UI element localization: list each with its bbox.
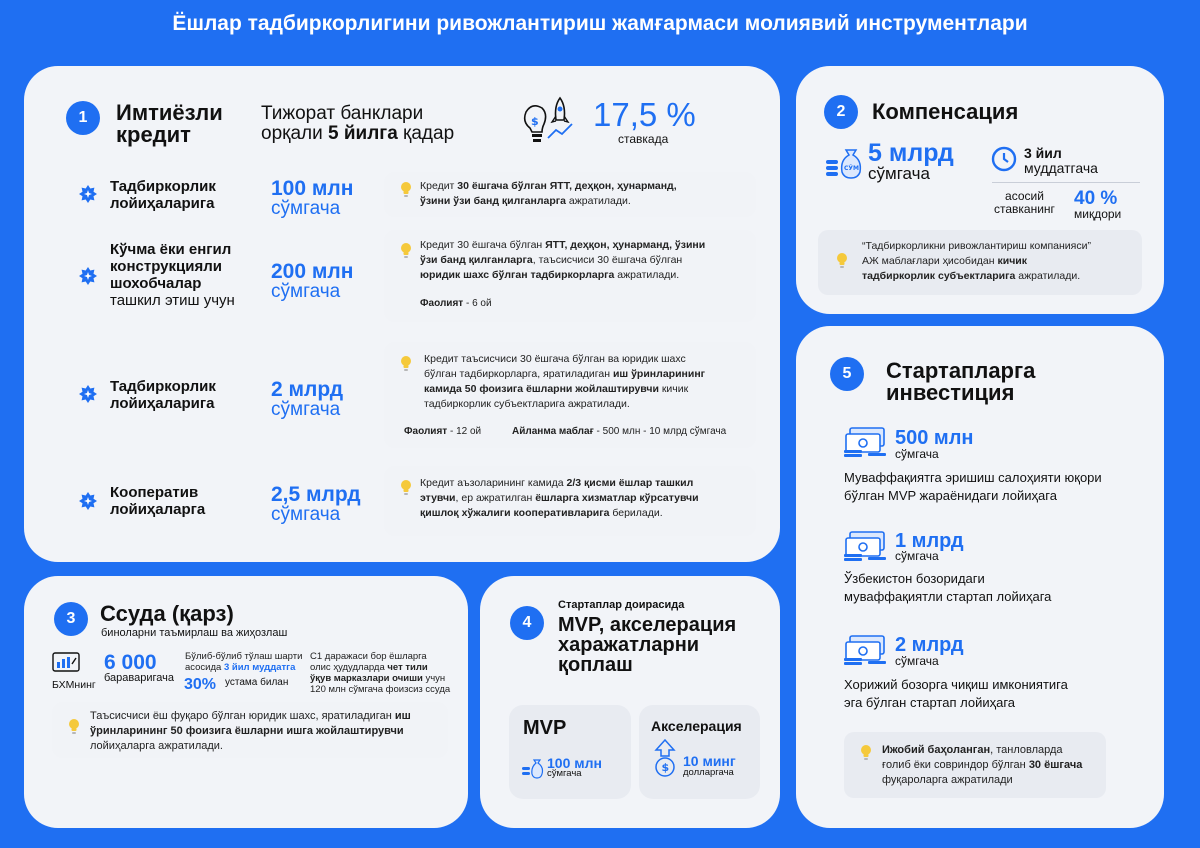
- badge-icon: [78, 384, 98, 404]
- svg-text:$: $: [661, 761, 670, 774]
- dollar-arrow-icon: [653, 738, 677, 778]
- investment-3-unit: сўмгача: [895, 654, 939, 668]
- markup-pct: 30%: [184, 676, 217, 693]
- badge-icon: [78, 491, 98, 511]
- row-2-label: Кўчма ёки енгил конструкцияли шохобчалар ташкил этиш учун: [110, 241, 235, 309]
- cash-stack-icon: [842, 530, 888, 564]
- acceleration-unit: долларгача: [683, 767, 734, 778]
- row-1-note: Кредит 30 ёшгача бўлган ЯТТ, деҳқон, ҳунарманд, ўзини ўзи банд қилганларга ажратилади.: [384, 172, 756, 217]
- section-number: 1: [66, 101, 100, 135]
- row-3-amount: 2 млрд: [271, 378, 344, 401]
- row-3-label: Тадбиркорлик лойиҳаларига: [110, 378, 216, 412]
- section-number: 5: [830, 357, 864, 391]
- cash-stack-icon: [842, 634, 888, 668]
- investment-note: Ижобий баҳоланган, танловларда ғолиб ёки совриндор бўлган 30 ёшгача фуқароларга ажратилади: [844, 732, 1106, 798]
- compensation-pct: 40 %: [1074, 188, 1118, 209]
- investment-3-desc: Хорижий бозорга чиқиш имкониятига эга бўлган стартап лойиҳага: [844, 677, 1068, 710]
- section-1-panel: [24, 66, 780, 562]
- acceleration-title: Акселерация: [651, 718, 742, 734]
- acceleration-card: [639, 705, 760, 799]
- row-3-unit: сўмгача: [271, 399, 341, 420]
- svg-text:СЎМ: СЎМ: [844, 165, 859, 172]
- investment-2-desc: Ўзбекистон бозоридаги муваффақиятли стартап лойиҳага: [844, 571, 1052, 604]
- section-5-panel: [796, 326, 1164, 828]
- org-label: БХМнинг: [52, 679, 96, 691]
- bank-description: Тижорат банклари орқали 5 йилга қадар: [261, 103, 455, 144]
- loan-amount: 6 000: [104, 651, 157, 674]
- compensation-note: “Тадбиркорликни ривожлантириш компанияси” АЖ маблағлари ҳисобидан кичик тадбиркорлик субъектларига ажратилади.: [818, 230, 1142, 295]
- money-bag-icon: [521, 757, 545, 779]
- section-number: 4: [510, 606, 544, 640]
- money-bag-icon: [824, 142, 866, 180]
- mvp-unit: сўмгача: [547, 768, 582, 779]
- row-4-amount: 2,5 млрд: [271, 483, 361, 506]
- language-loan-terms: С1 даражаси бор ёшларга олис ҳудудларда чет тили ўқув марказлари очиши учун 120 млн сўмгача фоизсиз ссуда: [310, 651, 451, 695]
- page-title: Ёшлар тадбиркорлигини ривожлантириш жамғармаси молиявий инструментлари: [172, 12, 1028, 35]
- compensation-amount: 5 млрд: [868, 139, 954, 167]
- row-2-unit: сўмгача: [271, 281, 341, 302]
- row-4-unit: сўмгача: [271, 504, 341, 525]
- lightbulb-icon: [836, 252, 848, 270]
- markup-label: устама билан: [225, 677, 289, 688]
- row-1-unit: сўмгача: [271, 198, 341, 219]
- section-title: Компенсация: [872, 99, 1019, 124]
- row-1-label: Тадбиркорлик лойиҳаларига: [110, 178, 216, 212]
- loan-note: Таъсисчиси ёш фуқаро бўлган юридик шахс, яратиладиган иш ўринларининг 50 фоизига ёшларни ишга жойлаштирувчи лойиҳаларга ажратилади.: [52, 702, 448, 758]
- rocket-bulb-icon: [518, 94, 576, 150]
- investment-3-amount: 2 млрд: [895, 634, 964, 656]
- compensation-pct-label: миқдори: [1074, 207, 1122, 221]
- row-4-label: Кооператив лойиҳаларга: [110, 484, 206, 518]
- row-2-amount: 200 млн: [271, 260, 354, 283]
- loan-amount-label: бараваригача: [104, 672, 174, 684]
- lightbulb-icon: [400, 242, 412, 260]
- investment-2-unit: сўмгача: [895, 549, 939, 563]
- investment-1-unit: сўмгача: [895, 447, 939, 461]
- section-4-panel: [480, 576, 780, 828]
- cash-stack-icon: [842, 426, 888, 460]
- investment-2-amount: 1 млрд: [895, 530, 964, 552]
- section-title: Стартапларга инвестиция: [886, 358, 1036, 405]
- section-title: Ссуда (қарз): [100, 601, 234, 626]
- mvp-card: [509, 705, 631, 799]
- acceleration-amount: 10 минг: [683, 753, 736, 769]
- row-4-note: Кредит аъзоларининг камида 2/3 қисми ёшлар ташкил этувчи, ер ажратилган ёшларга хизматлар кўрсатувчи қишлоқ хўжалиги кооперативларига берилади.: [384, 466, 756, 536]
- clock-icon: [991, 146, 1017, 172]
- mvp-amount: 100 млн: [547, 755, 602, 771]
- base-rate-label: асосий ставканинг: [994, 189, 1055, 216]
- chart-board-icon: [52, 652, 80, 674]
- row-1-amount: 100 млн: [271, 177, 354, 200]
- badge-icon: [78, 266, 98, 286]
- section-subtitle: биноларни таъмирлаш ва жиҳозлаш: [101, 627, 288, 639]
- section-title: Имтиёзли кредит: [116, 100, 223, 147]
- lightbulb-icon: [860, 744, 872, 762]
- investment-1-amount: 500 млн: [895, 427, 974, 449]
- section-number: 2: [824, 95, 858, 129]
- lightbulb-icon: [400, 355, 412, 373]
- mvp-title: MVP: [523, 717, 567, 739]
- row-3-note: Кредит таъсисчиси 30 ёшгача бўлган ва юридик шахс бўлган тадбиркорларга, яратиладиган иш ўринларининг камида 50 фоизига ёшларни жойлаштирувчи кичик тадбиркорлик субъектларига ажратилади. Фаолият - 12 ой Айланма маблағ - 500 млн - 10 млрд сўмгача: [384, 342, 756, 448]
- row-2-note: Кредит 30 ёшгача бўлган ЯТТ, деҳқон, ҳунарманд, ўзини ўзи банд қилганларга, таъсисчиси 30 ёшгача бўлган юридик шахс бўлган тадбиркорларга ажратилади. Фаолият - 6 ой: [384, 230, 756, 322]
- section-3-panel: [24, 576, 468, 828]
- rate-label: ставкада: [618, 132, 669, 146]
- section-pre: Стартаплар доирасида: [558, 599, 685, 611]
- payment-terms: Бўлиб-бўлиб тўлаш шарти асосида 3 йил муддатга: [185, 651, 303, 673]
- section-title: MVP, акселерация харажатларни қоплаш: [558, 614, 737, 676]
- rate-value: 17,5 %: [593, 96, 696, 133]
- badge-icon: [78, 184, 98, 204]
- section-number: 3: [54, 602, 88, 636]
- term: 3 йил муддатгача: [1024, 145, 1098, 176]
- investment-1-desc: Муваффақиятга эришиш салоҳияти юқори бўлган MVP жараёнидаги лойиҳага: [844, 470, 1102, 503]
- compensation-unit: сўмгача: [868, 164, 930, 183]
- divider: [992, 182, 1140, 183]
- lightbulb-icon: [400, 181, 412, 199]
- lightbulb-icon: [400, 479, 412, 497]
- lightbulb-icon: [68, 718, 80, 736]
- section-2-panel: [796, 66, 1164, 314]
- svg-text:$: $: [531, 115, 539, 128]
